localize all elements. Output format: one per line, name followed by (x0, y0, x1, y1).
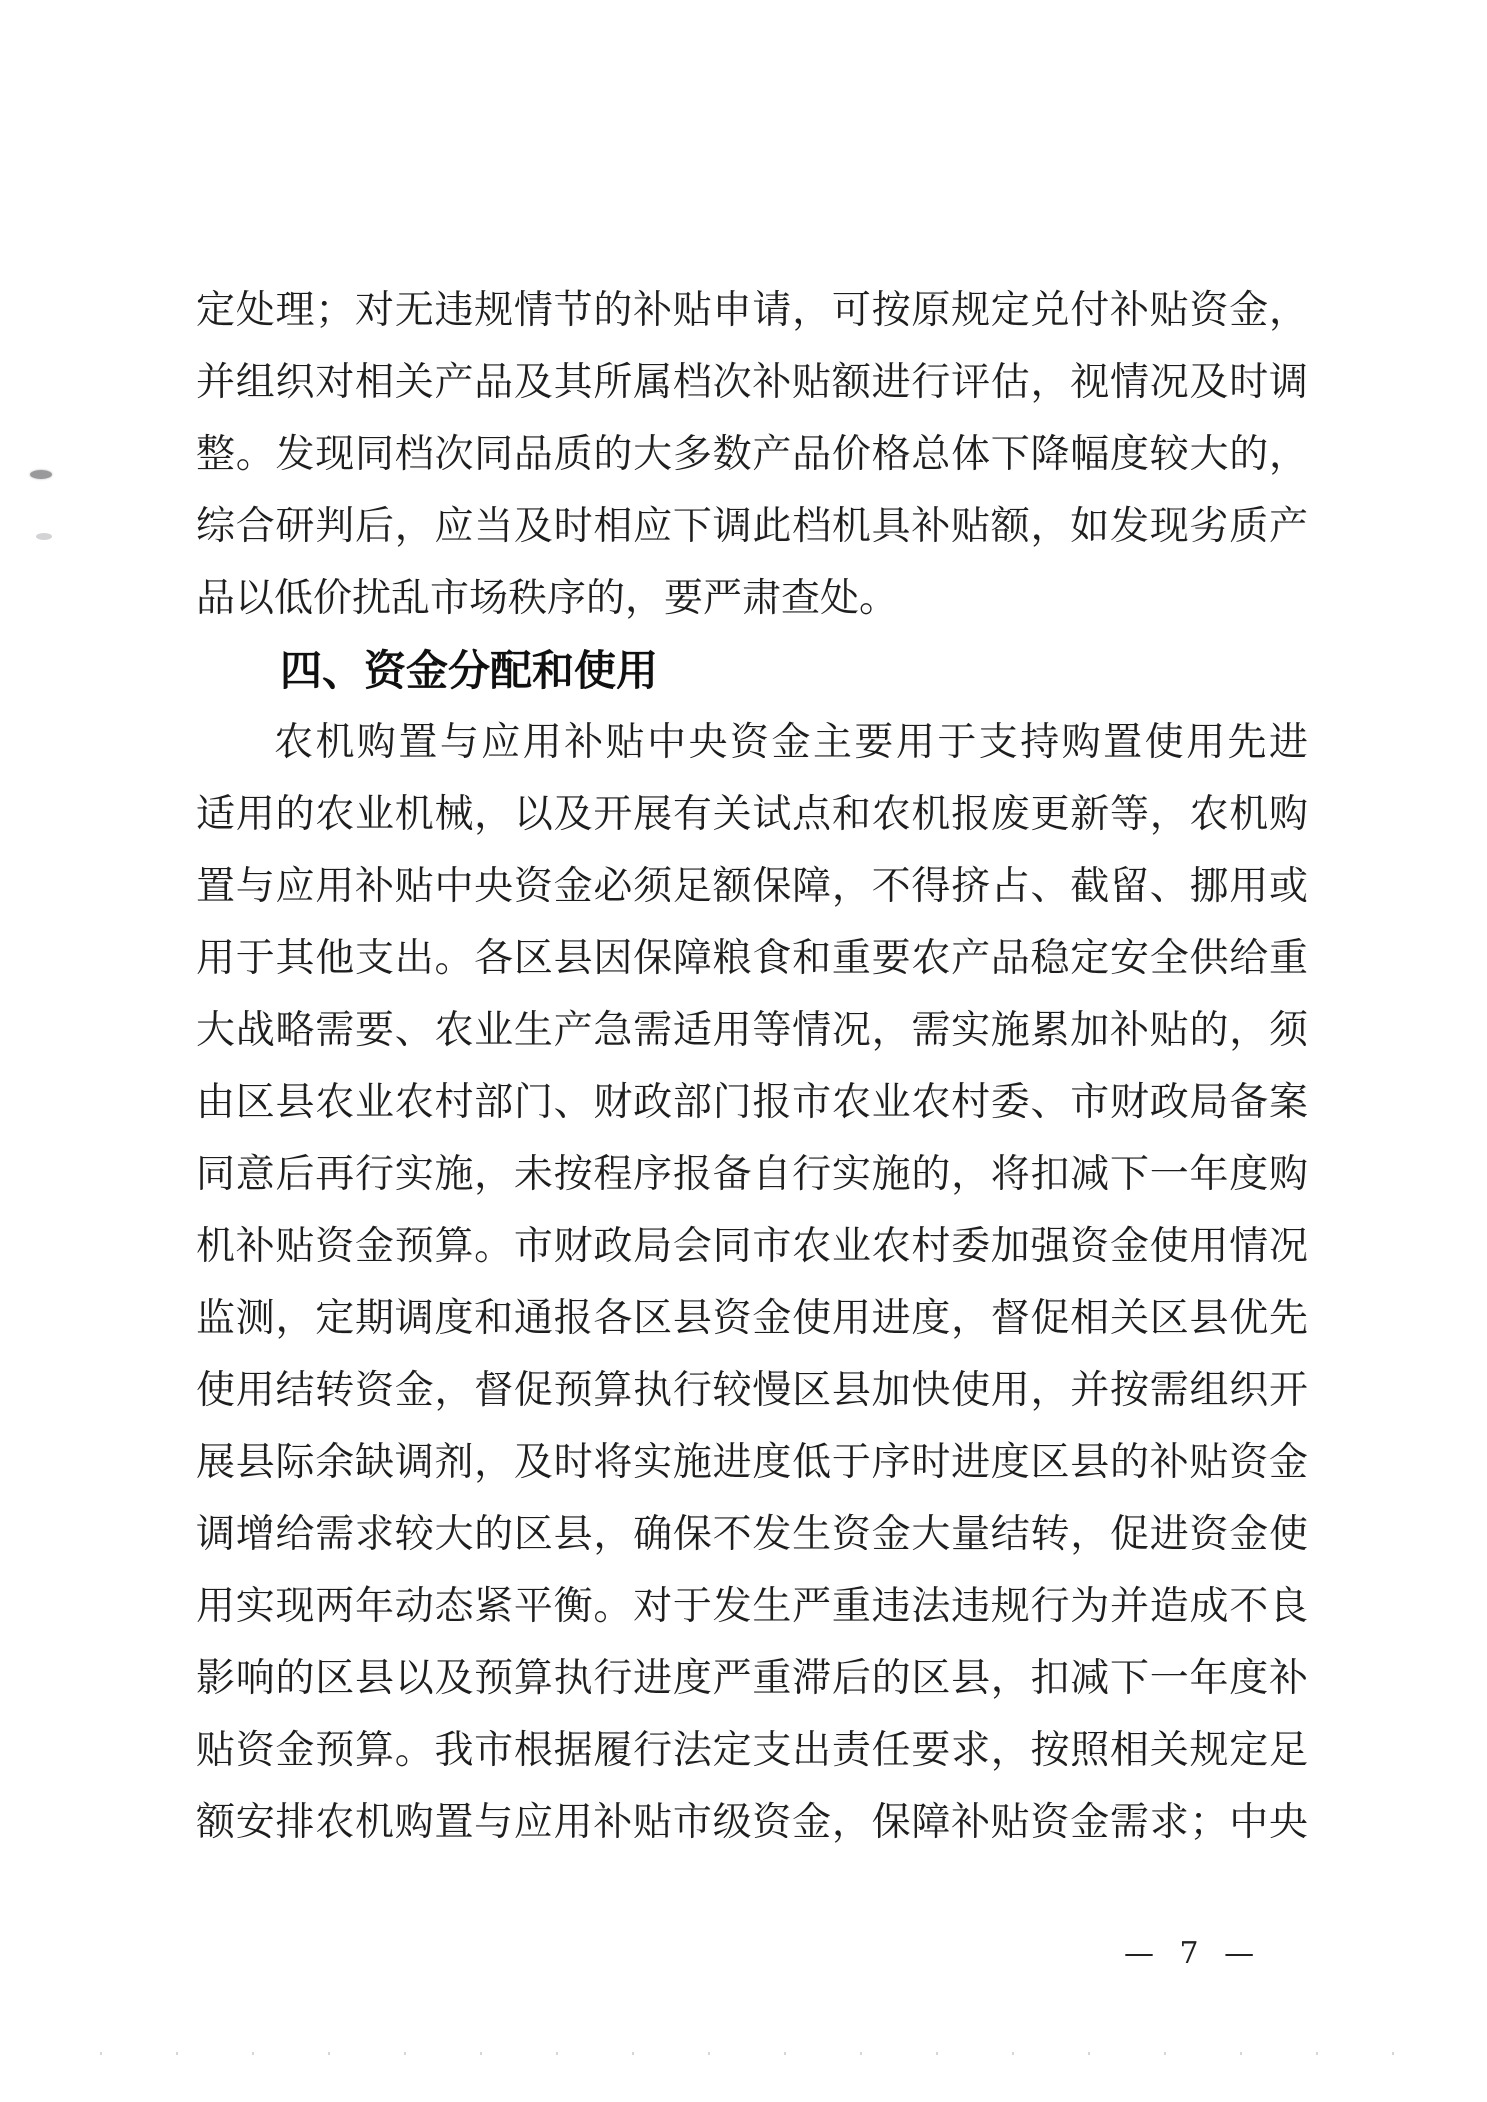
text-line: 大战略需要、农业生产急需适用等情况，需实施累加补贴的，须 (196, 1008, 1308, 1053)
text-line: 用于其他支出。各区县因保障粮食和重要农产品稳定安全供给重 (196, 936, 1308, 981)
text-line: 适用的农业机械，以及开展有关试点和农机报废更新等，农机购 (196, 792, 1308, 837)
section-heading: 四、资金分配和使用 (280, 646, 659, 695)
text-line: 农机购置与应用补贴中央资金主要用于支持购置使用先进 (274, 720, 1308, 765)
text-line: 由区县农业农村部门、财政部门报市农业农村委、市财政局备案 (196, 1080, 1308, 1125)
text-line: 影响的区县以及预算执行进度严重滞后的区县，扣减下一年度补 (196, 1656, 1308, 1701)
text-line: 并组织对相关产品及其所属档次补贴额进行评估，视情况及时调 (196, 360, 1308, 405)
text-line: 用实现两年动态紧平衡。对于发生严重违法违规行为并造成不良 (196, 1584, 1308, 1629)
scan-artifact-smudge (30, 470, 52, 479)
text-line: 展县际余缺调剂，及时将实施进度低于序时进度区县的补贴资金 (196, 1440, 1308, 1485)
text-line: 监测，定期调度和通报各区县资金使用进度，督促相关区县优先 (196, 1296, 1308, 1341)
text-line: 置与应用补贴中央资金必须足额保障，不得挤占、截留、挪用或 (196, 864, 1308, 909)
scan-artifact-dots (100, 2052, 1440, 2055)
text-line: 品以低价扰乱市场秩序的，要严肃查处。 (196, 576, 899, 621)
text-line: 综合研判后，应当及时相应下调此档机具补贴额，如发现劣质产 (196, 504, 1308, 549)
text-line: 定处理；对无违规情节的补贴申请，可按原规定兑付补贴资金， (196, 288, 1308, 333)
page-number: — 7 — (1124, 1936, 1263, 1971)
scan-artifact-smudge (36, 533, 52, 540)
document-text-block (196, 275, 1308, 1859)
text-line: 使用结转资金，督促预算执行较慢区县加快使用，并按需组织开 (196, 1368, 1308, 1413)
text-line: 调增给需求较大的区县，确保不发生资金大量结转，促进资金使 (196, 1512, 1308, 1557)
text-line: 贴资金预算。我市根据履行法定支出责任要求，按照相关规定足 (196, 1728, 1308, 1773)
text-line: 整。发现同档次同品质的大多数产品价格总体下降幅度较大的， (196, 432, 1308, 477)
text-line: 同意后再行实施，未按程序报备自行实施的，将扣减下一年度购 (196, 1152, 1308, 1197)
text-line: 机补贴资金预算。市财政局会同市农业农村委加强资金使用情况 (196, 1224, 1308, 1269)
text-line: 额安排农机购置与应用补贴市级资金，保障补贴资金需求；中央 (196, 1800, 1308, 1845)
